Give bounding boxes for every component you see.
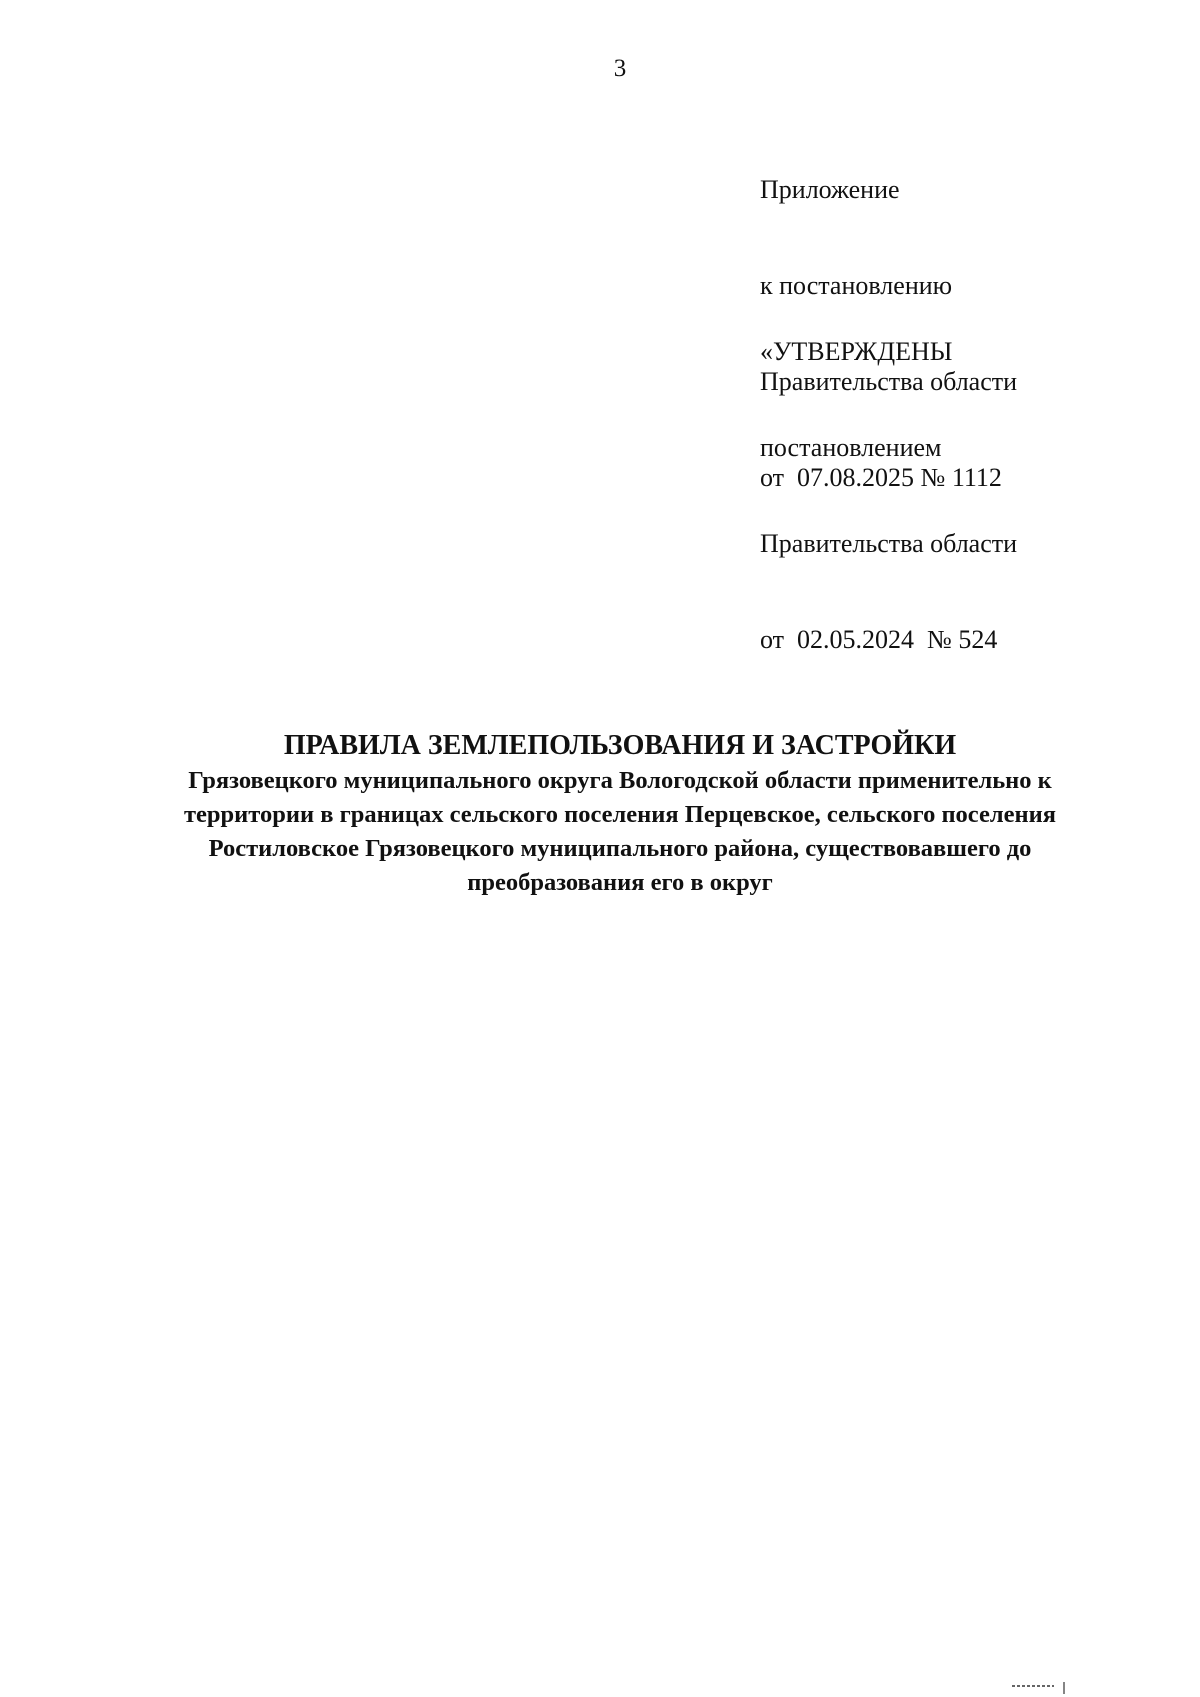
appendix-line: к постановлению [760, 271, 953, 300]
approval-line: Правительства области [760, 529, 1018, 558]
title-main: ПРАВИЛА ЗЕМЛЕПОЛЬЗОВАНИЯ И ЗАСТРОЙКИ [283, 730, 957, 761]
approval-line: постановлением [760, 433, 942, 462]
page-number: 3 [613, 55, 627, 82]
scan-artifact [1010, 1680, 1070, 1694]
document-title [110, 728, 1130, 900]
subtitle-line: территории в границах сельского поселения Перцевское, сельского поселения [184, 801, 1056, 828]
subtitle-line: Ростиловское Грязовецкого муниципального района, существовавшего до [208, 835, 1032, 862]
approval-line: «УТВЕРЖДЕНЫ [760, 337, 953, 366]
appendix-line: Приложение [760, 175, 900, 204]
title-subtitle [110, 764, 1130, 900]
subtitle-line: преобразования его в округ [467, 869, 773, 896]
approval-line: от 02.05.2024 № 524 [760, 625, 998, 654]
approval-block [760, 272, 1017, 688]
appendix-line: Правительства области [760, 367, 1018, 396]
subtitle-line: Грязовецкого муниципального округа Вологодской области применительно к [188, 767, 1052, 794]
appendix-line: от 07.08.2025 № 1112 [760, 463, 1002, 492]
